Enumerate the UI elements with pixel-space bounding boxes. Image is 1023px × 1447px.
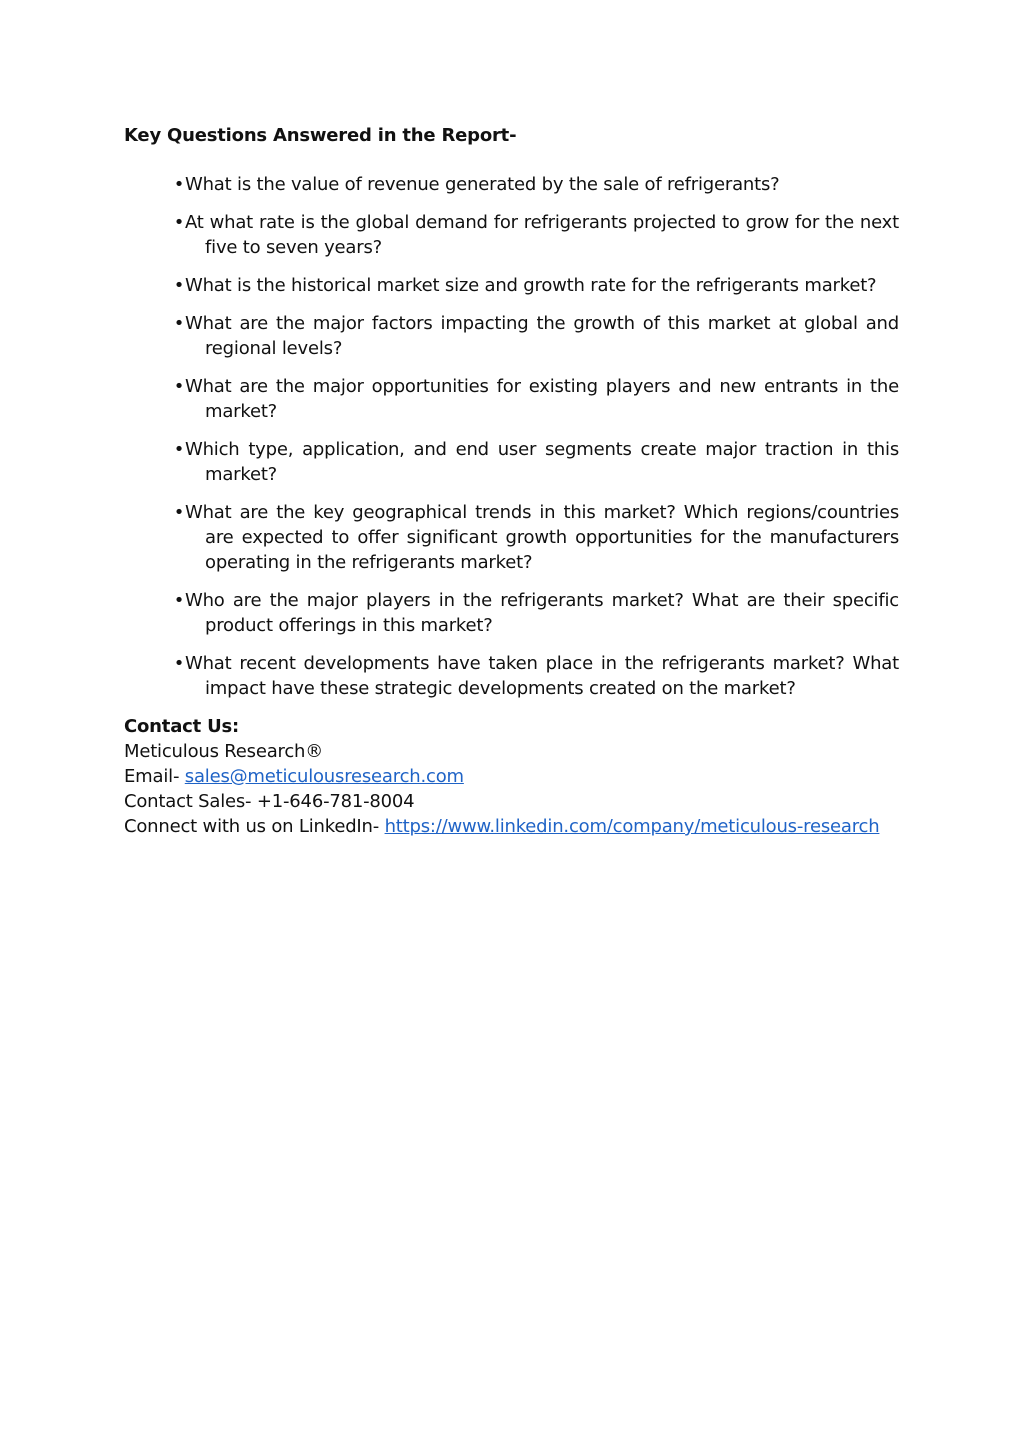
bullet-icon: • xyxy=(173,502,185,523)
bullet-icon: • xyxy=(173,376,185,397)
list-item xyxy=(124,374,899,424)
question-text: What is the historical market size and growth rate for the refrigerants market? xyxy=(185,275,877,296)
bullet-icon: • xyxy=(173,439,185,460)
document-page xyxy=(124,123,899,839)
list-item xyxy=(124,500,899,575)
bullet-icon: • xyxy=(173,275,185,296)
contact-block xyxy=(124,714,899,839)
question-text: What are the major factors impacting the growth of this market at global and regional levels? xyxy=(185,313,899,359)
list-item xyxy=(124,273,899,298)
bullet-icon: • xyxy=(173,590,185,611)
contact-title: Contact Us: xyxy=(124,716,240,737)
question-text: What are the major opportunities for existing players and new entrants in the market? xyxy=(185,376,899,422)
question-text: What recent developments have taken place in the refrigerants market? What impact have these strategic developments created on the market? xyxy=(185,653,899,699)
bullet-icon: • xyxy=(173,313,185,334)
question-text: Which type, application, and end user segments create major traction in this market? xyxy=(185,439,899,485)
list-item xyxy=(124,311,899,361)
section-heading: Key Questions Answered in the Report- xyxy=(124,125,517,146)
bullet-icon: • xyxy=(173,653,185,674)
email-line xyxy=(124,764,899,789)
questions-list xyxy=(124,172,899,701)
bullet-icon: • xyxy=(173,212,185,233)
linkedin-line xyxy=(124,814,899,839)
list-item xyxy=(124,651,899,701)
question-text: What are the key geographical trends in this market? Which regions/countries are expected to offer significant growth opportunities for the manufacturers operating in the refrigerants market? xyxy=(185,502,899,573)
linkedin-link[interactable]: https://www.linkedin.com/company/meticulous-research xyxy=(384,816,880,837)
list-item xyxy=(124,437,899,487)
list-item xyxy=(124,172,899,197)
sales-line: Contact Sales- +1-646-781-8004 xyxy=(124,791,415,812)
bullet-icon: • xyxy=(173,174,185,195)
list-item xyxy=(124,210,899,260)
list-item xyxy=(124,588,899,638)
question-text: At what rate is the global demand for refrigerants projected to grow for the next five to seven years? xyxy=(185,212,899,258)
question-text: What is the value of revenue generated by the sale of refrigerants? xyxy=(185,174,780,195)
linkedin-label: Connect with us on LinkedIn- xyxy=(124,816,385,837)
email-label: Email- xyxy=(124,766,185,787)
email-link[interactable]: sales@meticulousresearch.com xyxy=(184,766,464,787)
question-text: Who are the major players in the refrigerants market? What are their specific product offerings in this market? xyxy=(185,590,899,636)
company-name: Meticulous Research® xyxy=(124,741,324,762)
